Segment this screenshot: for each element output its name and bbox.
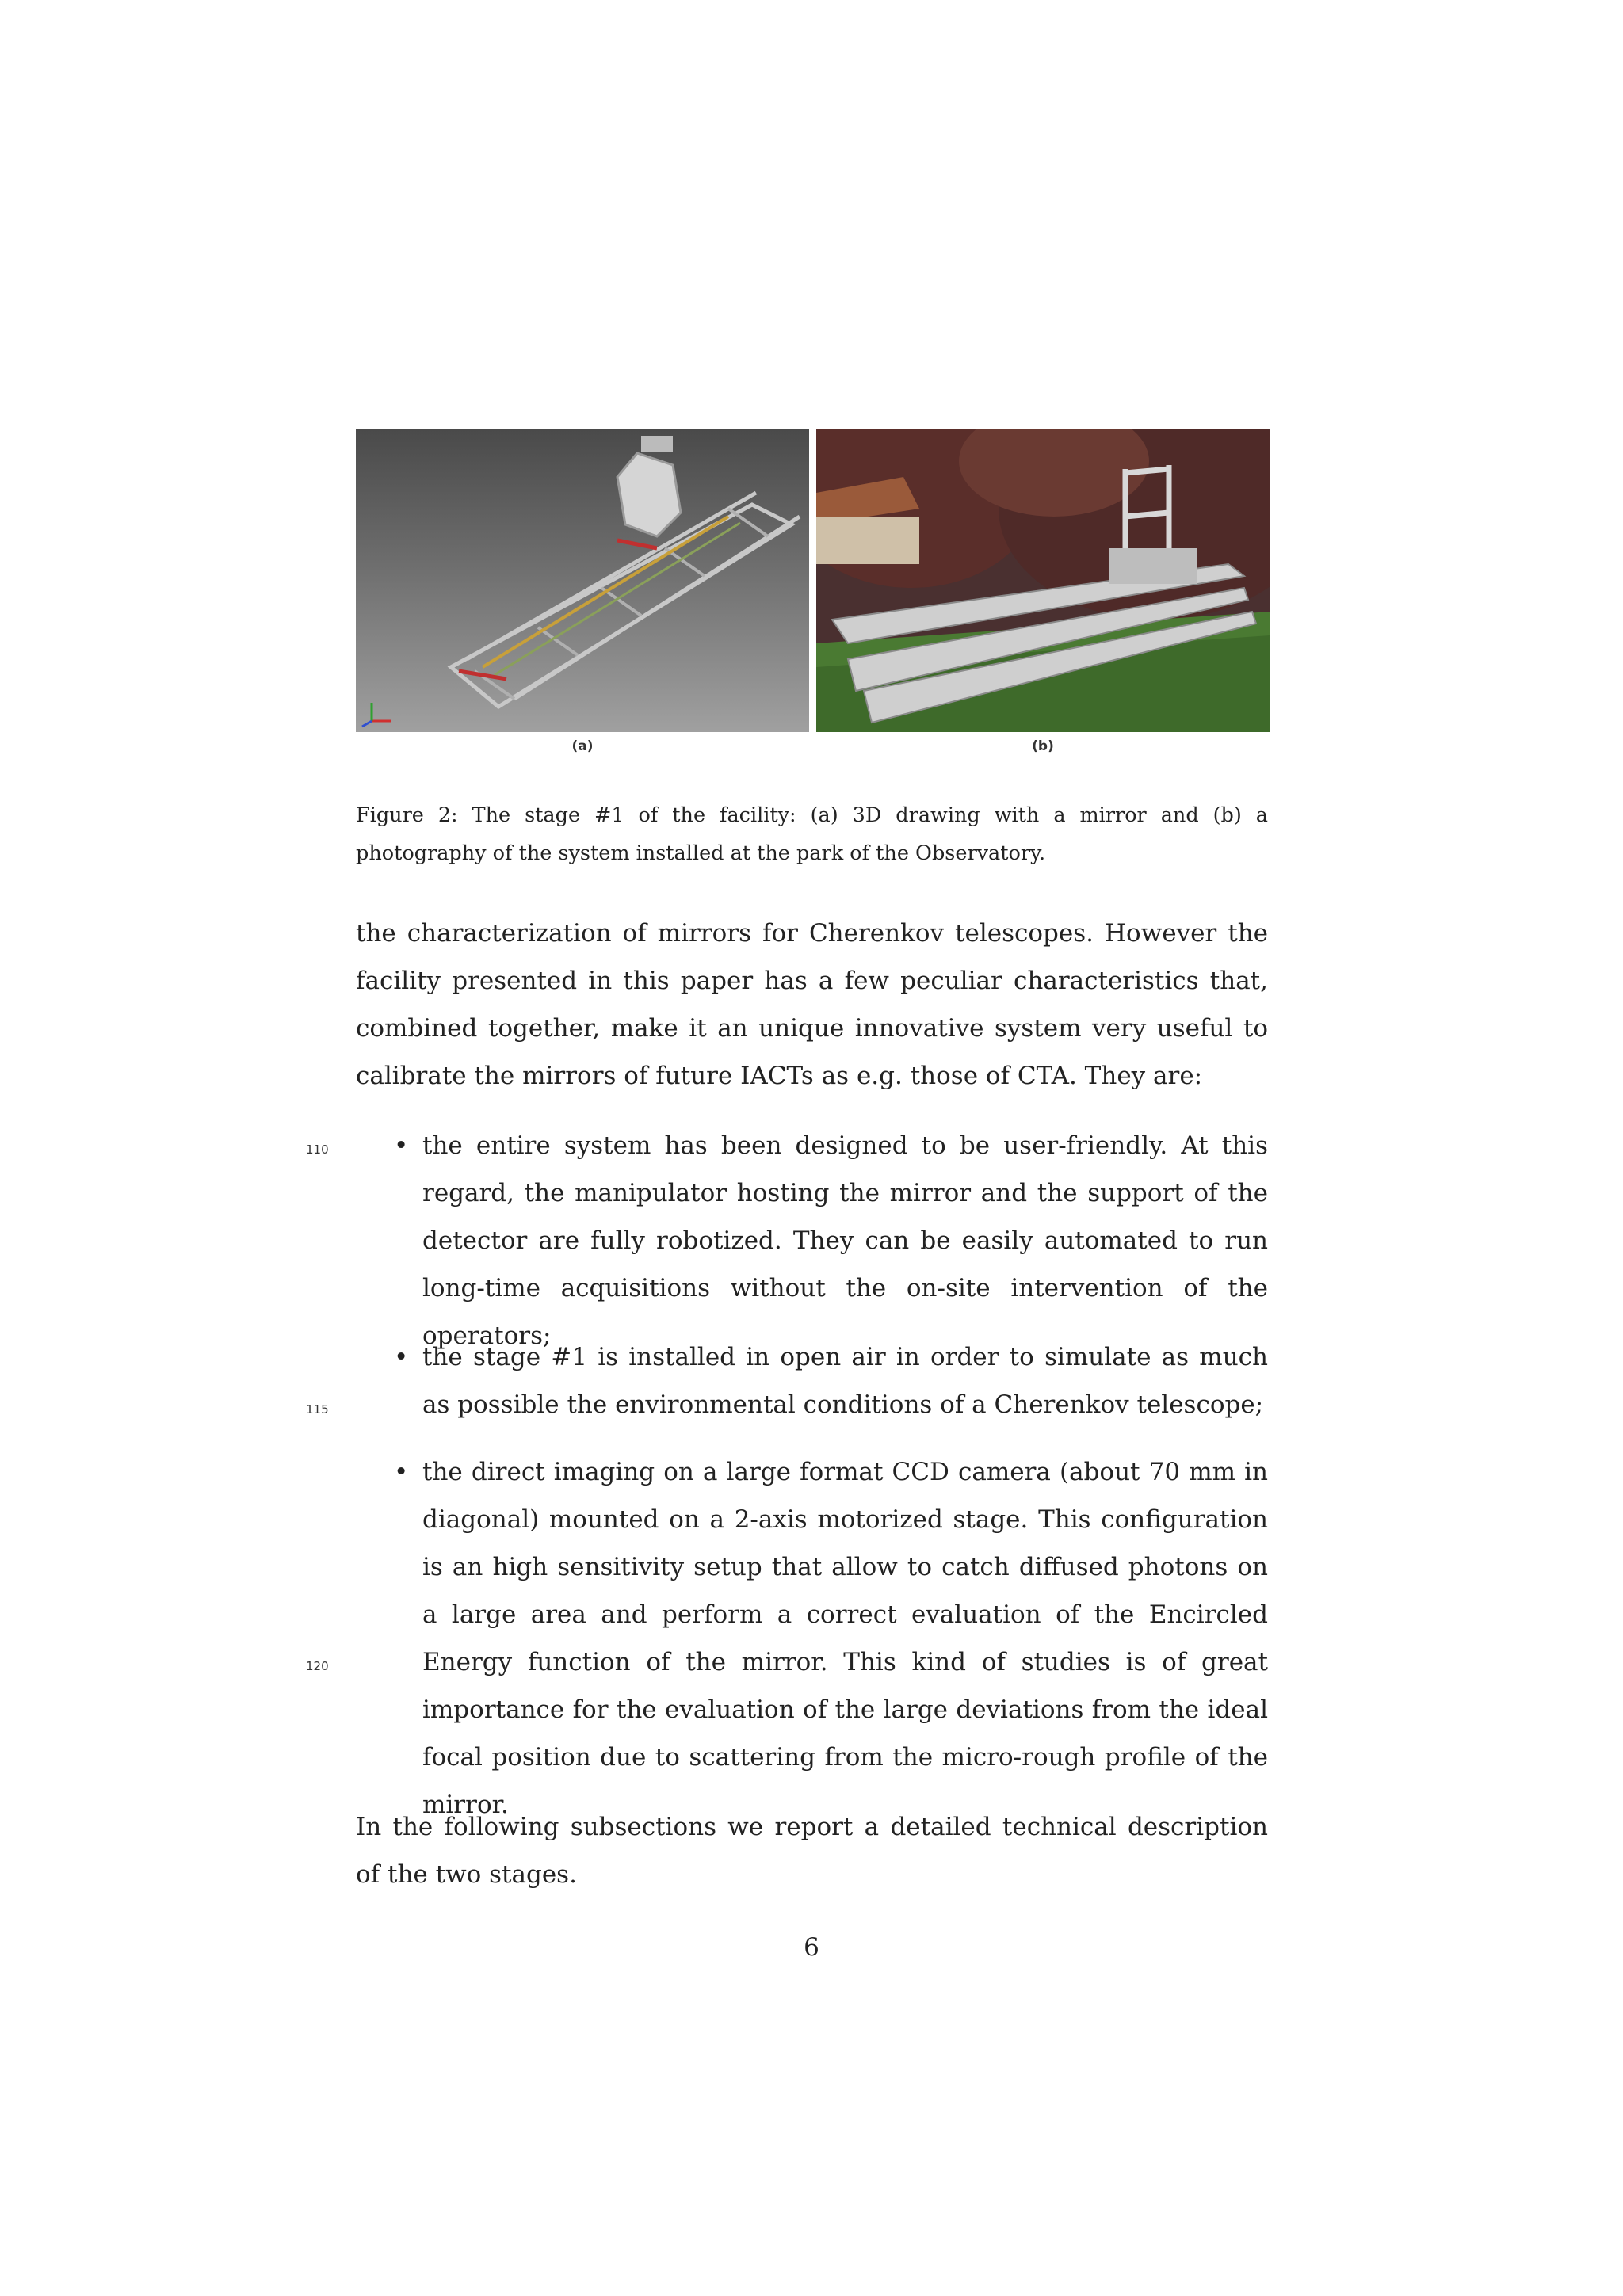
page-number: 6 <box>804 1933 819 1962</box>
bullet-marker: • <box>394 1458 409 1486</box>
list-item <box>394 1122 1268 1360</box>
line-number: 120 <box>306 1659 329 1673</box>
bullet-marker: • <box>394 1343 409 1371</box>
list-item-text: the direct imaging on a large format CCD camera (about 70 mm in diagonal) mounted on a 2-axis motorized stage. This configuration is an high sensitivity setup that allow to catch diffused photons on a large area and perform a correct evaluation of the Encircled Energy function of the mirror. This kind of studies is of great importance for the evaluation of the large deviations from the ideal focal position due to scattering from the micro-rough profile of the mirror. <box>422 1458 1268 1819</box>
paragraph: the characterization of mirrors for Cherenkov telescopes. However the facility presented in this paper has a few peculiar characteristics that, combined together, make it an unique innovative system very useful to calibrate the mirrors of future IACTs as e.g. those of CTA. They are: <box>356 919 1268 1090</box>
paragraph: In the following subsections we report a detailed technical description of the two stages. <box>356 1813 1268 1889</box>
figure-panel-b-photograph <box>816 429 1270 732</box>
installation-photograph <box>816 429 1270 732</box>
list-item-text: the stage #1 is installed in open air in order to simulate as much as possible the environmental conditions of a Cherenkov telescope; <box>422 1343 1268 1419</box>
figure-sublabel-a: (a) <box>571 738 594 754</box>
figure-sublabel-b: (b) <box>1032 738 1054 754</box>
line-number: 110 <box>306 1142 329 1157</box>
list-item <box>394 1333 1268 1428</box>
3d-drawing-illustration <box>356 429 809 732</box>
line-number: 115 <box>306 1402 329 1417</box>
list-item <box>394 1448 1268 1829</box>
list-item-text: the entire system has been designed to be user-friendly. At this regard, the manipulator hosting the mirror and the support of the detector are fully robotized. They can be easily automated to run long-time acquisitions without the on-site intervention of the operators; <box>422 1131 1268 1350</box>
figure-panel-a-3d-drawing <box>356 429 809 732</box>
bullet-marker: • <box>394 1131 409 1160</box>
figure-caption: Figure 2: The stage #1 of the facility: (a) 3D drawing with a mirror and (b) a photography of the system installed at the park of the Observatory. <box>356 803 1268 865</box>
